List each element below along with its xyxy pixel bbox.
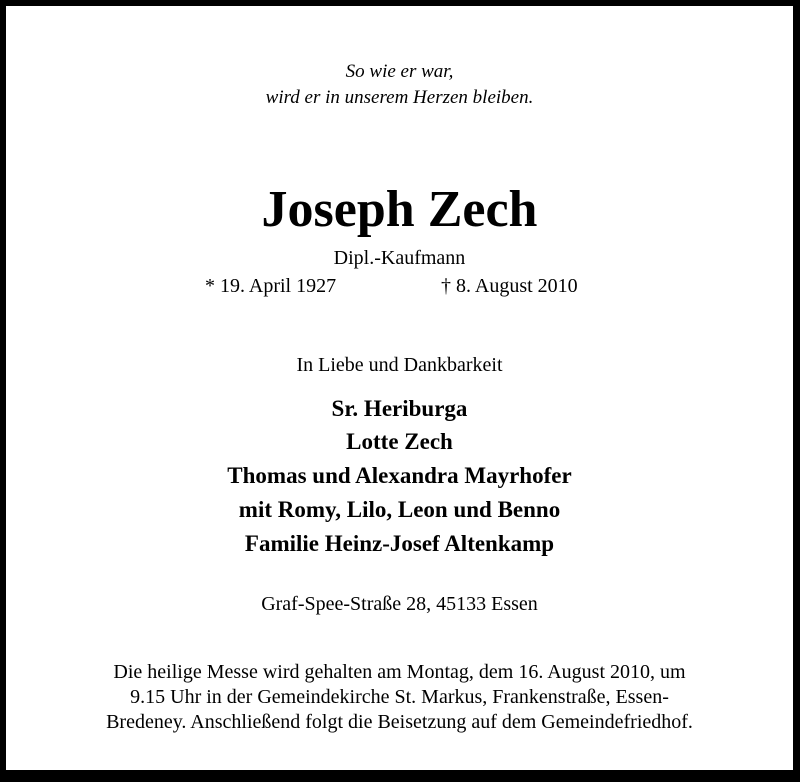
mourner: mit Romy, Lilo, Leon und Benno xyxy=(238,497,561,522)
obituary-notice xyxy=(6,6,793,770)
quote-line-1: So wie er war, xyxy=(345,61,454,82)
service-line-1: Die heilige Messe wird gehalten am Montag, dem 16. August 2010, um xyxy=(113,661,686,683)
deceased-name: Joseph Zech xyxy=(261,181,538,238)
intro-text: In Liebe und Dankbarkeit xyxy=(296,354,503,376)
address: Graf-Spee-Straße 28, 45133 Essen xyxy=(261,593,538,615)
birth-date: * 19. April 1927 xyxy=(205,275,337,297)
mourner: Lotte Zech xyxy=(346,429,453,454)
mourner: Familie Heinz-Josef Altenkamp xyxy=(244,531,555,556)
service-line-3: Bredeney. Anschließend folgt die Beisetzung auf dem Gemeindefriedhof. xyxy=(106,711,693,733)
mourner: Sr. Heriburga xyxy=(331,396,468,421)
deceased-title: Dipl.-Kaufmann xyxy=(333,247,466,269)
quote-line-2: wird er in unserem Herzen bleiben. xyxy=(265,87,534,108)
service-line-2: 9.15 Uhr in der Gemeindekirche St. Markus, Frankenstraße, Essen- xyxy=(130,686,669,708)
mourner: Thomas und Alexandra Mayrhofer xyxy=(227,463,572,488)
death-date: † 8. August 2010 xyxy=(441,275,578,297)
